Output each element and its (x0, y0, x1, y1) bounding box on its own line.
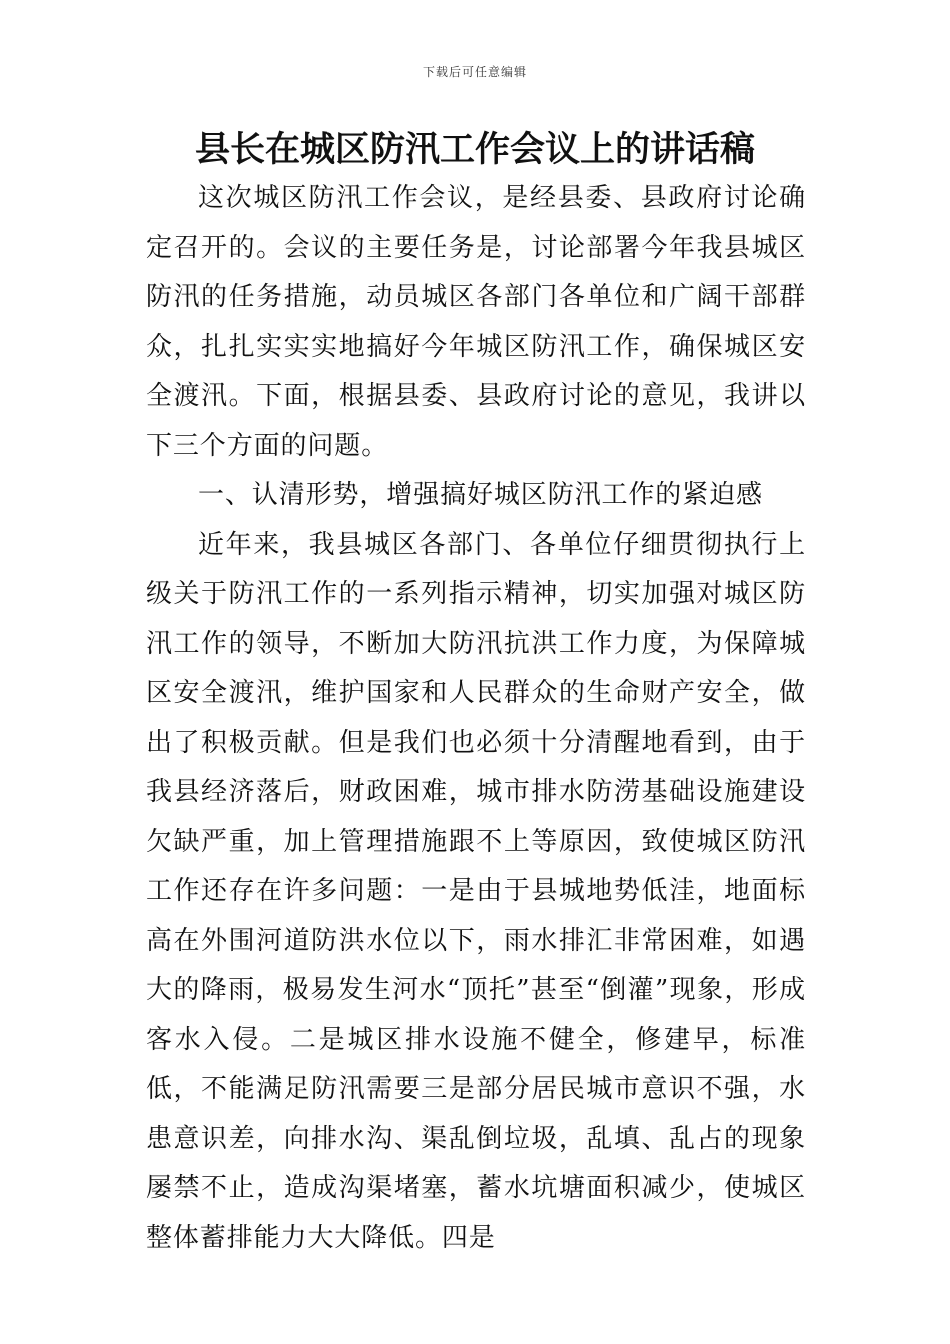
header-note: 下载后可任意编辑 (422, 65, 527, 79)
document-title: 县长在城区防汛工作会议上的讲话稿 (194, 130, 755, 170)
paragraph-intro: 这次城区防汛工作会议，是经县委、县政府讨论确定召开的。会议的主要任务是，讨论部署今年我县城区防汛的任务措施，动员城区各部门各单位和广阔干部群众，扎扎实实实地搞好今年城区防汛工作，确保城区安全渡汛。下面，根据县委、县政府讨论的意见，我讲以下三个方面的问题。 (146, 183, 806, 461)
section-heading-1: 一、认清形势，增强搞好城区防汛工作的紧迫感 (198, 480, 763, 510)
document-body (146, 174, 806, 1263)
paragraph-situation: 近年来，我县城区各部门、各单位仔细贯彻执行上级关于防汛工作的一系列指示精神，切实加强对城区防汛工作的领导，不断加大防汛抗洪工作力度，为保障城区安全渡汛，维护国家和人民群众的生命财产安全，做出了积极贡献。但是我们也必须十分清醒地看到，由于我县经济落后，财政困难，城市排水防涝基础设施建设欠缺严重，加上管理措施跟不上等原因，致使城区防汛工作还存在许多问题：一是由于县城地势低洼，地面标高在外围河道防洪水位以下，雨水排汇非常困难，如遇大的降雨，极易发生河水“顶托”甚至“倒灌”现象，形成客水入侵。二是城区排水设施不健全，修建早，标准低，不能满足防汛需要三是部分居民城市意识不强，水患意识差，向排水沟、渠乱倒垃圾，乱填、乱占的现象屡禁不止，造成沟渠堵塞，蓄水坑塘面积减少，使城区整体蓄排能力大大降低。四是 (146, 529, 806, 1253)
